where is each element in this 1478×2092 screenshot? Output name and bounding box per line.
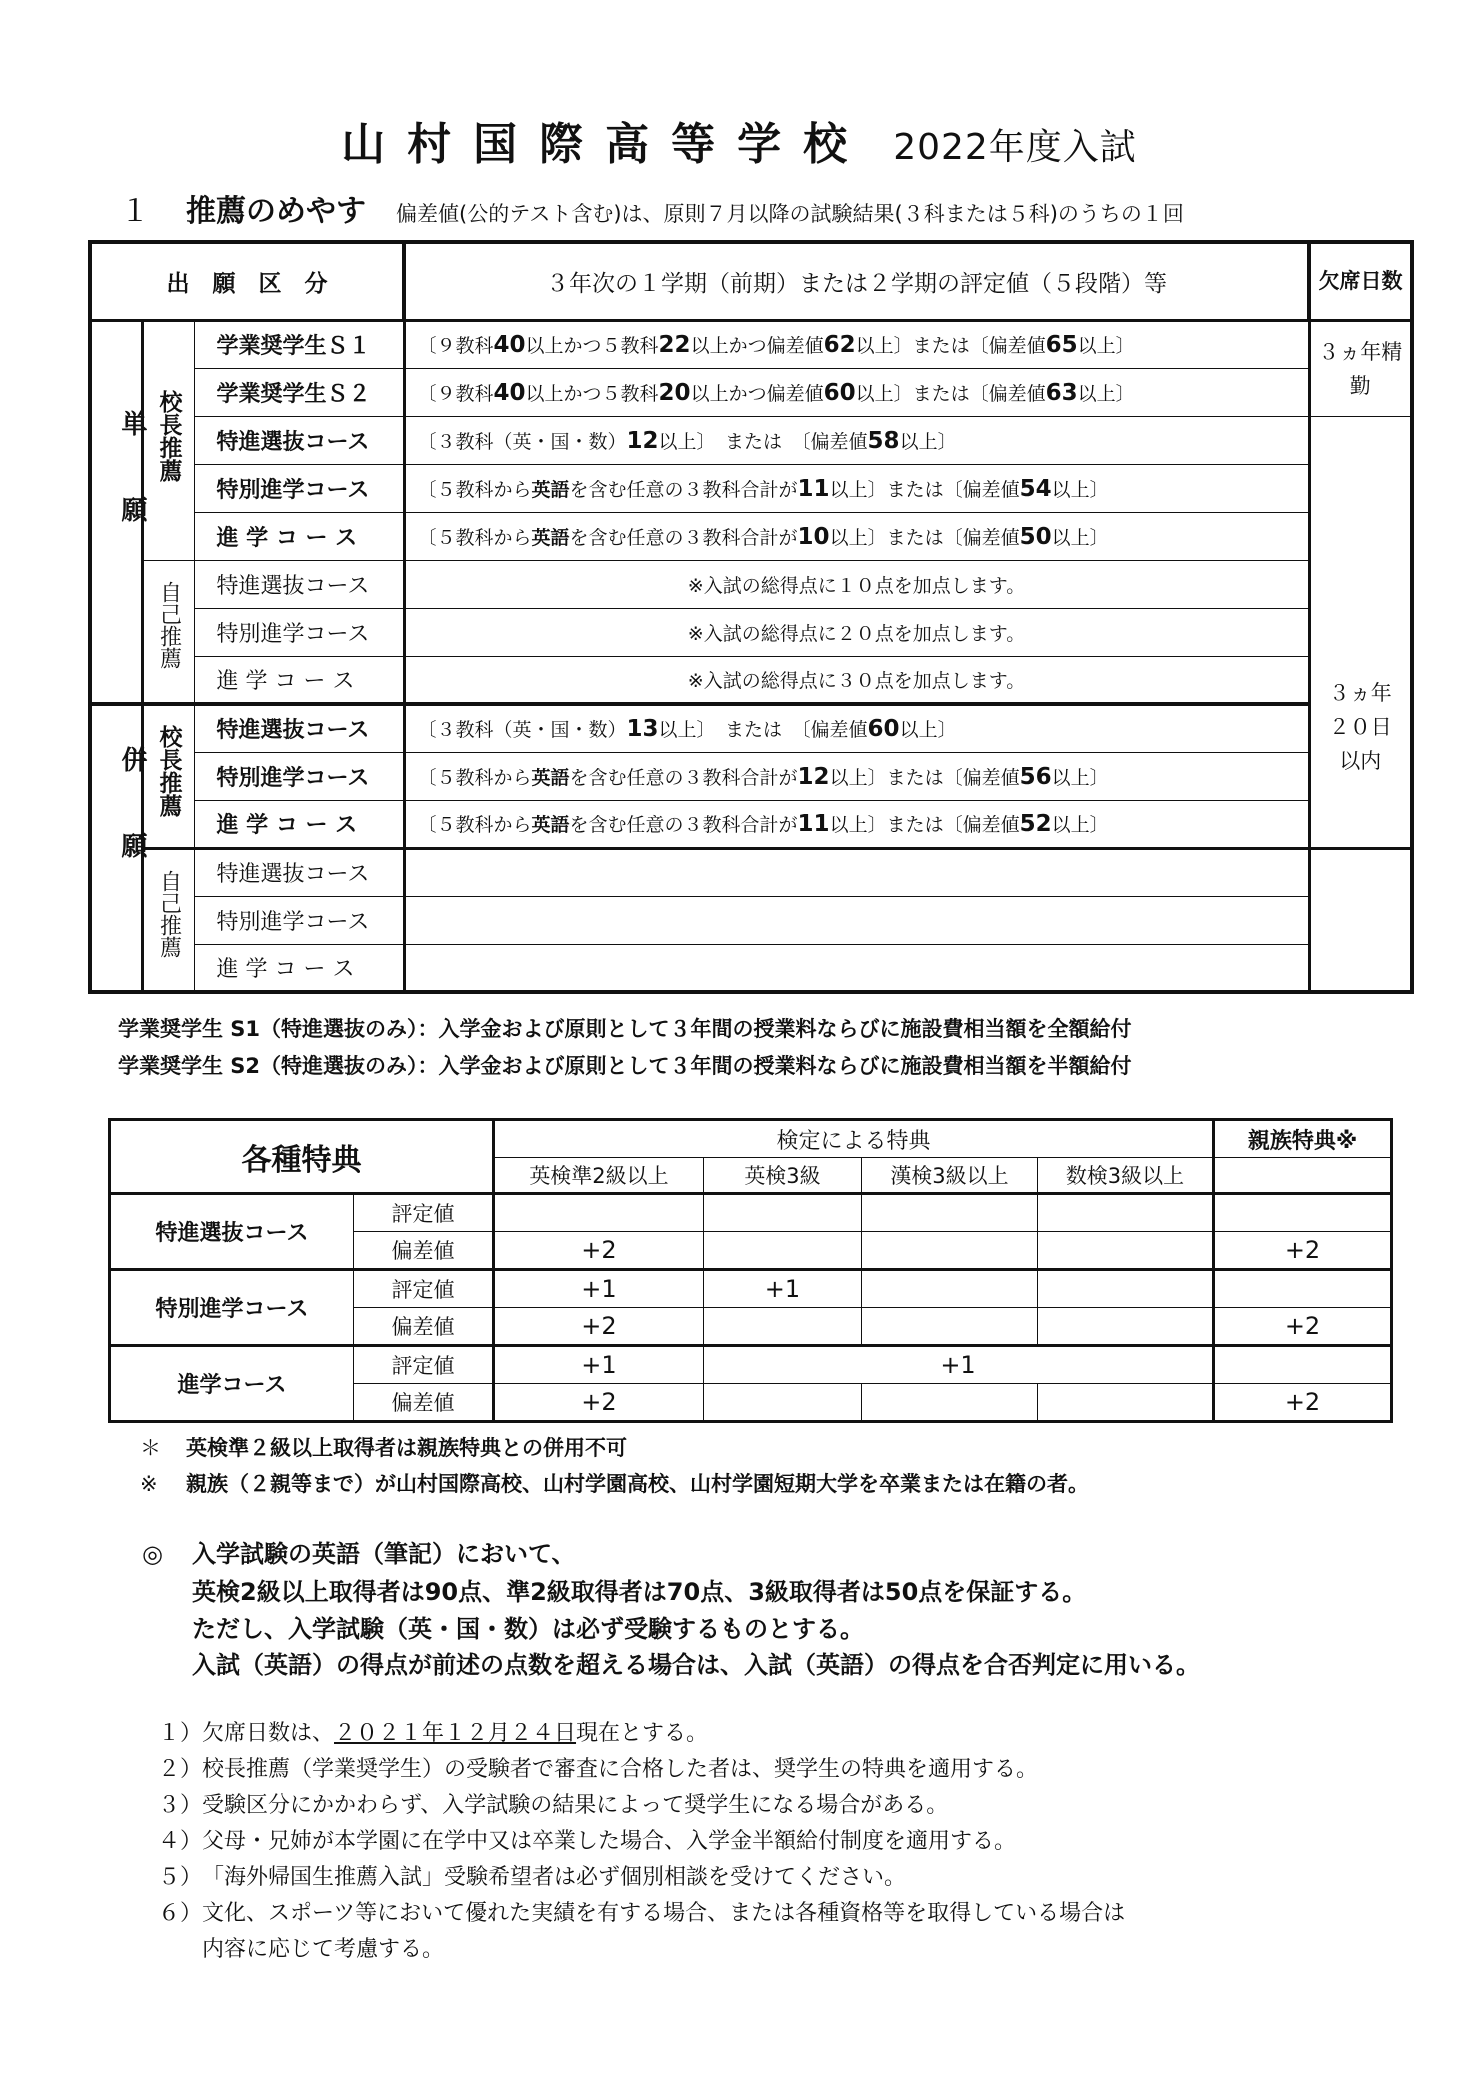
metric-label: 偏差値 <box>354 1384 494 1422</box>
cell <box>704 1384 862 1422</box>
english-line4: 入試（英語）の得点が前述の点数を超える場合は、入試（英語）の得点を合否判定に用いる。 <box>192 1651 1200 1679</box>
school-name: 山村国際高等学校 <box>341 119 870 170</box>
absence-other: ３ヵ年２０日以内 <box>1309 416 1412 848</box>
course-name: 進学コース <box>110 1346 354 1422</box>
cell: +2 <box>1214 1384 1392 1422</box>
metric-label: 偏差値 <box>354 1308 494 1346</box>
criteria-text <box>404 944 1309 992</box>
list-item: １）欠席日数は、２０２１年１２月２４日現在とする。 <box>158 1721 709 1746</box>
row-name: 進 学 コ ー ス <box>194 800 404 848</box>
cell: +2 <box>494 1384 704 1422</box>
page-title <box>0 108 1478 172</box>
criteria-tokushin: 〔３教科（英・国・数）12以上〕 または 〔偏差値58以上〕 <box>404 416 1309 464</box>
kentei-header: 検定による特典 <box>494 1120 1214 1158</box>
criteria-s1: 〔９教科40以上かつ５教科22以上かつ偏差値62以上〕または〔偏差値65以上〕 <box>404 320 1309 368</box>
cell: +1 <box>704 1270 862 1308</box>
cell <box>862 1194 1038 1232</box>
cell <box>862 1308 1038 1346</box>
criteria-tokubetsu-hei: 〔５教科から英語を含む任意の３教科合計が12以上〕または〔偏差値56以上〕 <box>404 752 1309 800</box>
header-category: 出 願 区 分 <box>90 242 404 320</box>
list-item: ４）父母・兄姉が本学園に在学中又は卒業した場合、入学金半額給付制度を適用する。 <box>158 1829 1017 1854</box>
self-rec-label: 自己推薦 <box>142 560 194 704</box>
metric-label: 偏差値 <box>354 1232 494 1270</box>
cell: +2 <box>494 1308 704 1346</box>
cell <box>862 1232 1038 1270</box>
cell: +2 <box>1214 1232 1392 1270</box>
cell: +1 <box>494 1346 704 1384</box>
benefits-corner: 各種特典 <box>110 1120 494 1194</box>
criteria-text: ※入試の総得点に３０点を加点します。 <box>404 656 1309 704</box>
table-header <box>90 242 1412 320</box>
self-rec-label: 自己推薦 <box>142 848 194 992</box>
cell: +1 <box>494 1270 704 1308</box>
section-heading <box>120 186 1184 230</box>
principal-rec-label: 校長推薦 <box>142 704 194 848</box>
english-guarantee: 英検2級以上取得者は90点、準2級取得者は70点、3級取得者は50点を保証する。 <box>192 1578 1087 1606</box>
criteria-shingaku-hei: 〔５教科から英語を含む任意の３教科合計が11以上〕または〔偏差値52以上〕 <box>404 800 1309 848</box>
section-number: １ <box>120 194 150 229</box>
row-name: 学業奨学生Ｓ２ <box>194 368 404 416</box>
row-name: 進 学 コ ー ス <box>194 656 404 704</box>
metric-label: 評定値 <box>354 1346 494 1384</box>
cell <box>862 1270 1038 1308</box>
row-name: 特別進学コース <box>194 464 404 512</box>
row-name: 特進選抜コース <box>194 704 404 752</box>
course-name: 特別進学コース <box>110 1270 354 1346</box>
row-name: 進 学 コ ー ス <box>194 944 404 992</box>
shinzoku-header: 親族特典※ <box>1214 1120 1392 1158</box>
cell: +2 <box>494 1232 704 1270</box>
row-name: 特進選抜コース <box>194 416 404 464</box>
cell <box>1038 1270 1214 1308</box>
row-name: 特進選抜コース <box>194 560 404 608</box>
cell <box>1214 1270 1392 1308</box>
list-item: ２）校長推薦（学業奨学生）の受験者で審査に合格した者は、奨学生の特典を適用する。 <box>158 1757 1039 1782</box>
recommendation-table <box>88 240 1414 994</box>
row-name: 進 学 コ ー ス <box>194 512 404 560</box>
benefits-table <box>108 1118 1393 1423</box>
row-name: 特別進学コース <box>194 608 404 656</box>
row-name: 特進選抜コース <box>194 848 404 896</box>
section-name: 推薦のめやす <box>186 194 366 229</box>
cell <box>1214 1346 1392 1384</box>
criteria-s2: 〔９教科40以上かつ５教科20以上かつ偏差値60以上〕または〔偏差値63以上〕 <box>404 368 1309 416</box>
criteria-tokubetsu: 〔５教科から英語を含む任意の３教科合計が11以上〕または〔偏差値54以上〕 <box>404 464 1309 512</box>
header-criteria: ３年次の１学期（前期）または２学期の評定値（５段階）等 <box>404 242 1309 320</box>
principal-rec-label: 校長推薦 <box>142 320 194 560</box>
cell <box>704 1232 862 1270</box>
criteria-text <box>404 848 1309 896</box>
course-name: 特進選抜コース <box>110 1194 354 1270</box>
cell <box>1038 1194 1214 1232</box>
row-name: 学業奨学生Ｓ１ <box>194 320 404 368</box>
exam-year: 2022年度入試 <box>893 127 1137 168</box>
scholar-note-s2: 学業奨学生 S2（特進選抜のみ）：入学金および原則として３年間の授業料ならびに施設費相当額を半額給付 <box>118 1054 1132 1078</box>
criteria-text: ※入試の総得点に１０点を加点します。 <box>404 560 1309 608</box>
metric-label: 評定値 <box>354 1194 494 1232</box>
col-kanken3: 漢検3級以上 <box>862 1158 1038 1194</box>
list-item: ３）受験区分にかかわらず、入学試験の結果によって奨学生になる場合がある。 <box>158 1793 949 1818</box>
group-tangan: 単願 <box>90 320 142 704</box>
criteria-text <box>404 896 1309 944</box>
cell <box>1038 1232 1214 1270</box>
criteria-shingaku: 〔５教科から英語を含む任意の３教科合計が10以上〕または〔偏差値50以上〕 <box>404 512 1309 560</box>
row-name: 特別進学コース <box>194 896 404 944</box>
col-suken3: 数検3級以上 <box>1038 1158 1214 1194</box>
header-absence: 欠席日数 <box>1309 242 1412 320</box>
criteria-text: ※入試の総得点に２０点を加点します。 <box>404 608 1309 656</box>
metric-label: 評定値 <box>354 1270 494 1308</box>
group-heigan: 併願 <box>90 704 142 992</box>
note-2: ※ 親族（２親等まで）が山村国際高校、山村学園高校、山村学園短期大学を卒業または在籍の者。 <box>140 1472 1089 1496</box>
cell <box>494 1194 704 1232</box>
col-shinzoku <box>1214 1158 1392 1194</box>
cell <box>1214 1194 1392 1232</box>
english-intro: ◎ 入学試験の英語（筆記）において、 <box>142 1540 576 1568</box>
list-item: ５）「海外帰国生推薦入試」受験希望者は必ず個別相談を受けてください。 <box>158 1865 907 1890</box>
english-line3: ただし、入学試験（英・国・数）は必ず受験するものとする。 <box>192 1615 864 1643</box>
scholar-note-s1: 学業奨学生 S1（特進選抜のみ）：入学金および原則として３年間の授業料ならびに施設費相当額を全額給付 <box>118 1017 1132 1041</box>
list-item: ６）文化、スポーツ等において優れた実績を有する場合、または各種資格等を取得している場合は <box>158 1901 1126 1926</box>
absence-scholar: ３ヵ年精勤 <box>1309 320 1412 416</box>
cell: +2 <box>1214 1308 1392 1346</box>
cell <box>862 1384 1038 1422</box>
col-eiken-jun2: 英検準2級以上 <box>494 1158 704 1194</box>
cell <box>1038 1308 1214 1346</box>
list-item-cont: 内容に応じて考慮する。 <box>202 1937 445 1962</box>
col-eiken3: 英検3級 <box>704 1158 862 1194</box>
cell <box>704 1308 862 1346</box>
row-name: 特別進学コース <box>194 752 404 800</box>
cell-merged: +1 <box>704 1346 1214 1384</box>
cell <box>704 1194 862 1232</box>
criteria-tokushin-hei: 〔３教科（英・国・数）13以上〕 または 〔偏差値60以上〕 <box>404 704 1309 752</box>
cell <box>1038 1384 1214 1422</box>
section-note: 偏差値(公的テスト含む)は、原則７月以降の試験結果(３科または５科)のうちの１回 <box>396 202 1184 226</box>
note-1: ＊ 英検準２級以上取得者は親族特典との併用不可 <box>140 1436 627 1460</box>
